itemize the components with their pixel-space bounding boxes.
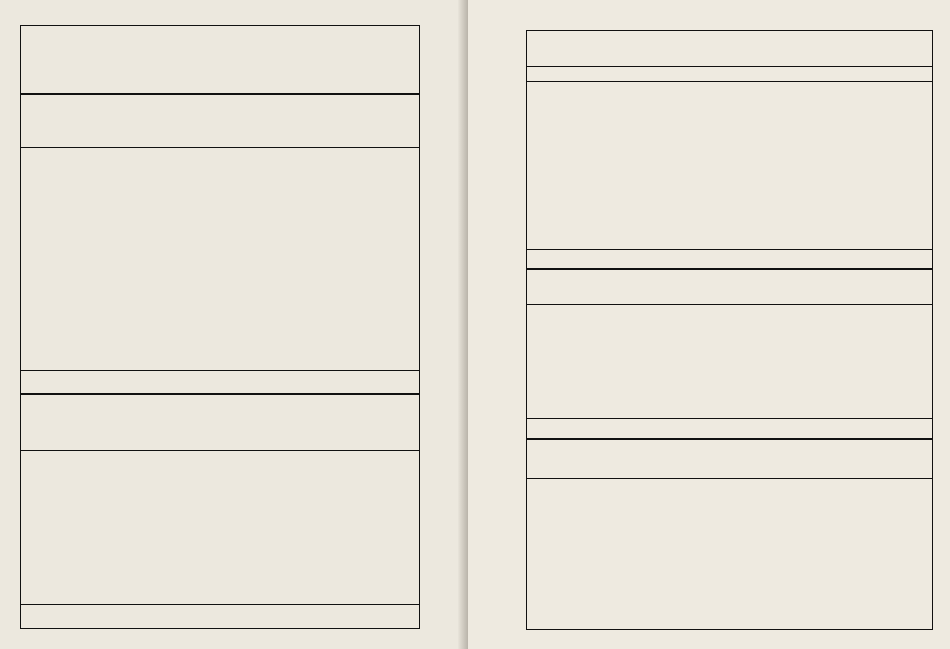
right-timetable-frame [526,30,933,630]
train-l104-table [527,315,932,415]
train-l101-table [21,235,419,370]
right-page [468,0,950,649]
table-header [21,147,419,235]
column-number-row [527,67,932,81]
left-page [0,0,468,649]
train-l103-table [527,88,932,236]
train-l102-table [21,454,419,596]
left-timetable-frame [20,25,420,629]
train-l105-table [527,484,932,626]
